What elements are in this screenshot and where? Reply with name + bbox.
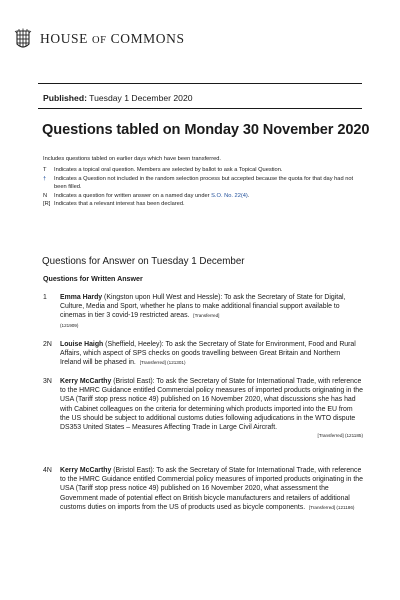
top-rule [38,83,362,84]
legend-text: Indicates that a relevant interest has been declared. [54,201,185,208]
legend-row [43,200,363,209]
question-number: 2N [43,341,52,348]
question-ref: (121909) [60,322,79,328]
legend [43,166,363,209]
legend-symbol: † [43,175,47,182]
legend-row [43,166,363,175]
question-text: To ask the Secretary of State for International Trade, with reference to the HMRC Guidance entitled Commercial policy measures of imported products originating in the USA (Tariff stop press notice 49) published on 16 November 2020, what assessment the Government made of potential effect on British bicycle manufacturers and retailers of additional customs duties on imports from the US of products used as bicycle components. [60,467,363,511]
house-of-commons-header [14,26,185,52]
question-body [60,340,363,368]
question-body [60,293,363,330]
house-word: HOUSE [40,31,89,46]
standing-order-link[interactable]: S.O. No. 22(4) [211,192,248,199]
question-number: 4N [43,467,52,474]
legend-symbol: [R] [43,201,51,208]
question-item [43,340,363,368]
legend-text: Indicates a topical oral question. Members are selected by ballot to ask a Topical Question. [54,167,283,173]
member-name: Kerry McCarthy [60,467,112,474]
question-body [60,377,363,440]
question-item [43,377,363,440]
question-number: 3N [43,378,52,385]
published-line [43,93,193,103]
member-name: Kerry McCarthy [60,378,112,385]
transferred-tag: [Transferred] [193,313,220,319]
legend-text-main: Indicates a question for written answer on a named day under [54,192,212,199]
question-text: To ask the Secretary of State for Digital, Culture, Media and Sport, whether he plans to make additional financial support available to cinemas in tier 3 covid-19 restricted areas. [60,294,346,320]
legend-row [43,192,363,201]
sub-title: Questions for Written Answer [43,275,143,283]
page-title: Questions tabled on Monday 30 November 2020 [42,122,370,138]
question-text: To ask the Secretary of State for International Trade, with reference to the HMRC Guidance entitled Commercial policy measures of imported products originating in the USA (Tariff stop press notice 49) published on 16 November 2020, what discussions she has had with Cabinet colleagues on the criteria for determining which products imported into the EU from the US should be subject to additional customs duties following adjudications in the WTO dispute DS353 United States – Measures Affecting Trade in Large Civil Aircraft. [60,378,363,432]
legend-symbol: N [43,192,48,199]
question-body [60,466,363,512]
constituency: (Bristol East): [111,467,155,474]
question-item [43,293,363,330]
published-label: Published: [43,93,87,103]
section-title: Questions for Answer on Tuesday 1 December [42,256,245,267]
intro-text: Includes questions tabled on earlier days which have been transferred. [43,156,222,162]
legend-text-suffix: . [247,192,250,199]
of-word: OF [92,35,107,46]
constituency: (Bristol East): [111,378,155,385]
commons-word: COMMONS [110,31,185,46]
portcullis-logo-icon [14,28,32,50]
question-number: 1 [43,294,47,301]
question-text: To ask the Secretary of State for Environment, Food and Rural Affairs, which aspect of SPS checks on goods travelling between Great Britain and Northern Ireland will be phased in. [60,341,356,367]
member-name: Emma Hardy [60,294,103,301]
published-date: Tuesday 1 December 2020 [89,93,193,103]
legend-text: Indicates a Question not included in the random selection process but accepted because the quota for that day had not been filled. [54,175,354,191]
house-of-commons-title [40,31,185,47]
transferred-tag: [Transferred] (121301) [139,360,186,366]
transferred-tag: [Transferred] (121185) [317,433,363,439]
middle-rule [38,108,362,109]
constituency: (Kingston upon Hull West and Hessle): [102,294,223,301]
legend-symbol: T [43,167,47,173]
question-item [43,466,363,512]
transferred-tag: [Transferred] (121186) [308,504,355,510]
member-name: Louise Haigh [60,341,104,348]
legend-row [43,175,363,192]
constituency: (Sheffield, Heeley): [103,341,164,348]
legend-text [54,192,249,201]
